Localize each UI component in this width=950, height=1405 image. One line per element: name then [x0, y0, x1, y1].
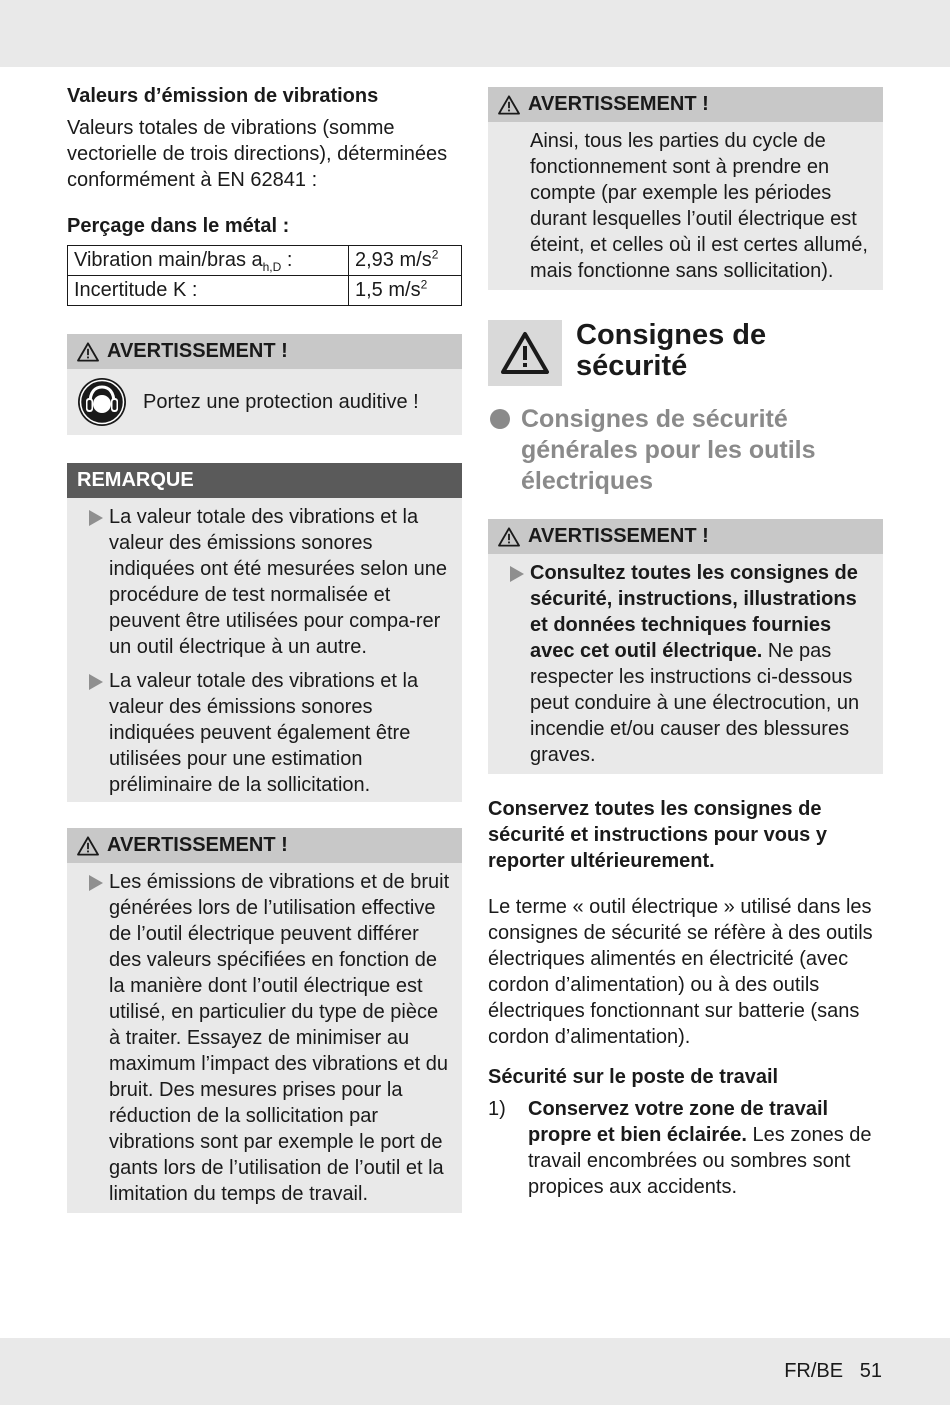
- warning-title: AVERTISSEMENT !: [528, 93, 709, 115]
- list-item: [498, 560, 873, 768]
- warning-text: Les émissions de vibrations et de bruit générées lors de l’utilisation effective de l’outil électrique peuvent différer des valeurs spécifiées en fonction de la manière dont l’outil électrique est utilisé, en particulier du type de pièce à traiter. Essayez de minimiser au maximum l’impact des vibrations et du bruit. Des mesures prises pour la réduction de la sollicitation par vibrations sont par exemple le port de gants lors de l’utilisation de l’outil et la limitation du temps de travail.: [109, 871, 450, 1205]
- warning-triangle-icon: [77, 342, 99, 362]
- item-number: 1): [488, 1098, 506, 1120]
- warning-box-vibrations: [67, 828, 462, 1213]
- warning-box-cycle: [488, 87, 883, 290]
- list-item: [488, 1096, 883, 1200]
- table-cell-value: 2,93 $m/s^2$: [349, 246, 462, 276]
- warning-header: [488, 87, 883, 122]
- warning-title: AVERTISSEMENT !: [107, 834, 288, 856]
- metal-heading: Perçage dans le métal :: [67, 215, 290, 237]
- page-number: FR/BE 51: [784, 1360, 882, 1382]
- safety-subtitle: [488, 404, 883, 497]
- left-column: [67, 83, 462, 1213]
- bullet-dot-icon: [490, 409, 510, 429]
- warning-triangle-icon: [498, 95, 520, 115]
- safety-title-row: [488, 320, 883, 386]
- list-item: [77, 869, 452, 1207]
- warning-header: [67, 334, 462, 369]
- triangle-bullet-icon: [89, 674, 103, 690]
- warning-bold-text: Consultez toutes les consignes de sécurité, instructions, illustrations et données techniques fournies avec cet outil électrique.: [530, 562, 858, 662]
- workplace-heading: Sécurité sur le poste de travail: [488, 1066, 779, 1088]
- vibration-table: [67, 245, 462, 306]
- warning-body: [488, 122, 883, 290]
- table-row: [68, 276, 462, 306]
- safety-title: Consignes de sécurité: [576, 319, 767, 382]
- keep-instructions-text: Conservez toutes les consignes de sécurité et instructions pour vous y reporter ultérieurement.: [488, 798, 827, 872]
- remark-header: REMARQUE: [67, 463, 462, 498]
- remark-body: [67, 498, 462, 802]
- list-item: [77, 504, 452, 660]
- table-cell-value: 1,5 $m/s^2$: [349, 276, 462, 306]
- remark-item-text: La valeur totale des vibrations et la valeur des émissions sonores indiquées peuvent également être utilisées pour une estimation préliminaire de la sollicitation.: [109, 670, 419, 796]
- triangle-bullet-icon: [89, 510, 103, 526]
- warning-title: AVERTISSEMENT !: [107, 340, 288, 362]
- warning-body: [488, 554, 883, 774]
- header-band: [0, 0, 950, 67]
- remark-box: [67, 463, 462, 802]
- triangle-bullet-icon: [89, 875, 103, 891]
- table-cell-label: Vibration main/bras $a_{h,D}$ :: [68, 246, 349, 276]
- warning-triangle-icon: [498, 527, 520, 547]
- warning-text: Ainsi, tous les parties du cycle de fonctionnement sont à prendre en compte (par exemple les périodes durant lesquelles l’outil électrique est éteint, et celles où il est certes allumé, mais fonctionne sans sollicitation).: [530, 130, 868, 282]
- item-text: Les zones de travail encombrées ou sombres sont propices aux accidents.: [528, 1124, 872, 1198]
- warning-body: [67, 863, 462, 1213]
- warning-box-hearing: [67, 334, 462, 435]
- item-bold-text: Conservez votre zone de travail propre et bien éclairée.: [528, 1098, 829, 1146]
- triangle-bullet-icon: [510, 566, 524, 582]
- list-item: [77, 668, 452, 798]
- warning-triangle-icon: [77, 836, 99, 856]
- warning-title: AVERTISSEMENT !: [528, 525, 709, 547]
- warning-header: [67, 828, 462, 863]
- vibration-text: Valeurs totales de vibrations (somme vectorielle de trois directions), déterminées conformément à EN 62841 :: [67, 117, 448, 191]
- large-warning-icon-box: [488, 320, 562, 386]
- warning-text: Ne pas respecter les instructions ci-dessous peut conduire à une électrocution, un incendie et/ou causer des blessures graves.: [530, 640, 860, 766]
- table-cell-label: Incertitude K :: [68, 276, 349, 306]
- vibration-heading: Valeurs d’émission de vibrations: [67, 85, 379, 107]
- warning-header: [488, 519, 883, 554]
- right-column: [488, 87, 883, 1200]
- safety-subtitle-text: Consignes de sécurité générales pour les outils électriques: [521, 405, 816, 495]
- remark-item-text: La valeur totale des vibrations et la valeur des émissions sonores indiquées ont été mesurées selon une procédure de test normalisée et peuvent être utilisées pour compa-rer un outil électrique à un autre.: [109, 506, 448, 658]
- table-row: [68, 246, 462, 276]
- warning-triangle-icon: [500, 331, 550, 375]
- hearing-protection-text: Portez une protection auditive !: [143, 391, 419, 413]
- warning-box-general: [488, 519, 883, 774]
- term-definition-text: Le terme « outil électrique » utilisé dans les consignes de sécurité se réfère à des outils électriques alimentés en électricité (avec cordon d’alimentation) ou à des outils électriques fonctionnant sur batterie (sans cordon d’alimentation).: [488, 896, 873, 1048]
- ear-protection-icon: [77, 377, 127, 427]
- ear-protection-row: [67, 369, 462, 435]
